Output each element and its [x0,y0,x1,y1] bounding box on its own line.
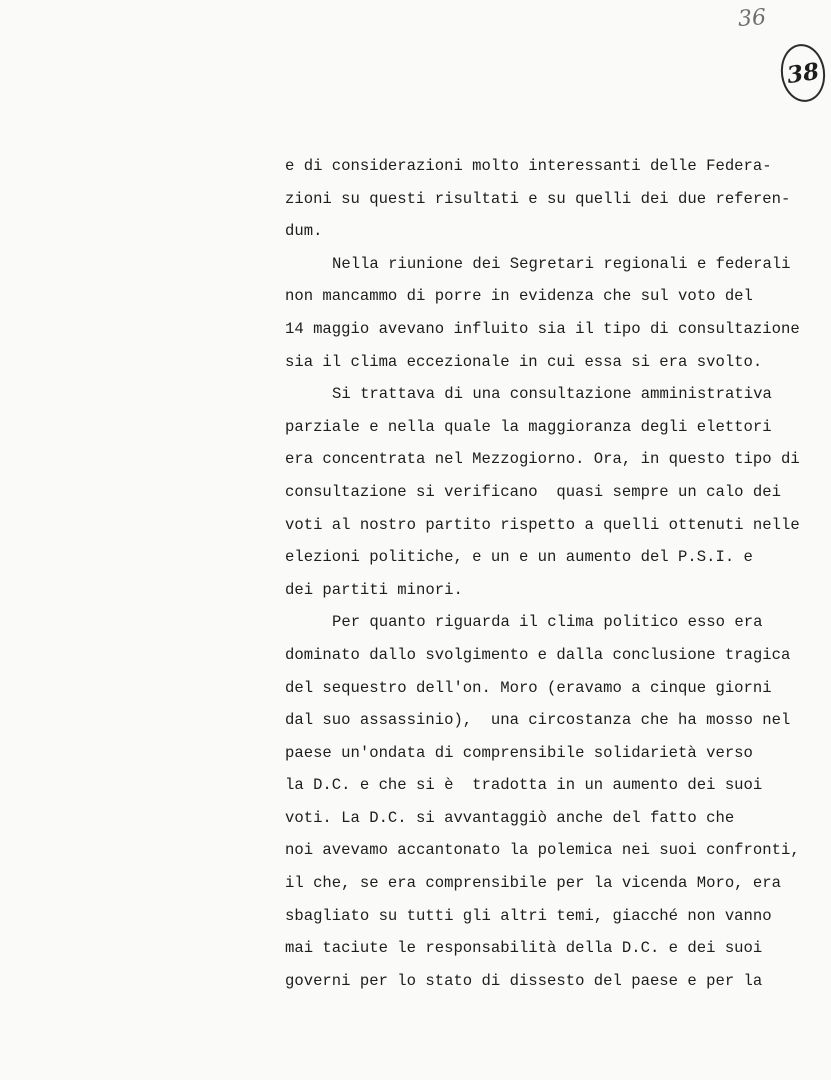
circled-page-number-text: 38 [785,57,821,89]
text-line: consultazione si verificano quasi sempre un calo dei [285,482,781,501]
text-line: mai taciute le responsabilità della D.C. e dei suoi [285,939,763,958]
text-line: la D.C. e che si è tradotta in un aumento dei suoi [285,776,763,795]
text-line: noi avevamo accantonato la polemica nei suoi confronti, [285,841,800,860]
text-line: elezioni politiche, e un e un aumento del P.S.I. e [285,548,753,567]
text-line: dal suo assassinio), una circostanza che ha mosso nel [285,711,791,730]
text-line: Nella riunione dei Segretari regionali e federali [332,254,791,273]
handwritten-page-number: 36 [737,5,767,32]
text-line: voti al nostro partito rispetto a quelli ottenuti nelle [285,515,800,534]
text-line: sia il clima eccezionale in cui essa si era svolto. [285,352,763,371]
text-line: Per quanto riguarda il clima politico esso era [332,613,763,632]
text-line: non mancammo di porre in evidenza che sul voto del [285,287,753,306]
text-line: del sequestro dell'on. Moro (eravamo a cinque giorni [285,678,772,697]
paragraph [285,606,825,997]
text-line: zioni su questi risultati e su quelli dei due referen- [285,189,791,208]
text-line: dum. [285,222,323,241]
text-line: 14 maggio avevano influito sia il tipo di consultazione [285,319,800,338]
paragraph [285,150,825,248]
text-line: dei partiti minori. [285,580,463,599]
circled-page-number [777,41,829,105]
text-line: il che, se era comprensibile per la vicenda Moro, era [285,874,781,893]
text-line: sbagliato su tutti gli altri temi, giacché non vanno [285,906,772,925]
text-line: paese un'ondata di comprensibile solidarietà verso [285,743,753,762]
text-line: parziale e nella quale la maggioranza degli elettori [285,417,772,436]
text-line: governi per lo stato di dissesto del paese e per la [285,971,763,990]
text-line: voti. La D.C. si avvantaggiò anche del fatto che [285,808,735,827]
paragraph [285,378,825,606]
text-line: dominato dallo svolgimento e dalla conclusione tragica [285,645,791,664]
text-line: era concentrata nel Mezzogiorno. Ora, in questo tipo di [285,450,800,469]
text-line: e di considerazioni molto interessanti delle Federa- [285,157,772,175]
typed-body-text [285,150,825,997]
paragraph [285,248,825,378]
text-line: Si trattava di una consultazione amministrativa [332,385,772,404]
